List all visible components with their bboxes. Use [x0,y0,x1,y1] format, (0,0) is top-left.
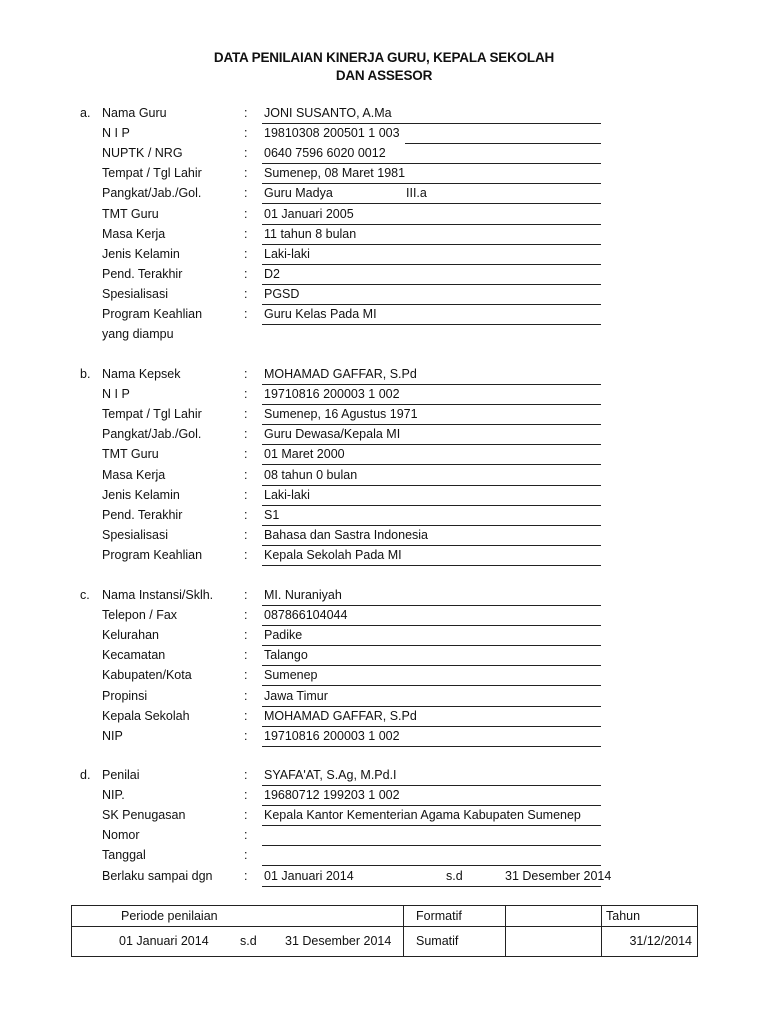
field-value: 19810308 200501 1 003 [264,126,400,141]
form-row-d-2 [0,806,768,826]
form-row-b-7 [0,506,768,526]
field-colon: : [244,768,248,782]
field-value: Talango [264,648,308,663]
field-label: Pangkat/Jab./Gol. [102,186,202,201]
field-value: Guru Kelas Pada MI [264,307,377,321]
field-value: Sumenep [264,668,318,683]
field-colon: : [244,467,248,482]
form-row-b-6 [0,486,768,506]
field-value: Laki-laki [264,487,310,502]
field-colon: : [244,728,248,743]
field-colon: : [244,628,248,643]
field-label: Tanggal [102,848,146,863]
field-value: 01 Januari 2005 [264,206,354,221]
field-label: yang diampu [102,327,174,342]
field-colon: : [244,407,248,422]
period-end: 31 Desember 2014 [285,934,392,948]
form-row-b-0 [0,365,768,385]
form-row-b-5 [0,466,768,486]
field-colon: : [244,266,248,281]
field-label: Berlaku sampai dgn [102,868,213,883]
field-colon: : [244,648,248,663]
period-range-cell [72,927,404,957]
period-sd: s.d [240,934,257,948]
field-colon: : [244,708,248,723]
field-value: Laki-laki [264,246,310,261]
field-colon: : [244,588,248,602]
form-row-a-1 [0,124,768,144]
page-title-line-1: DATA PENILAIAN KINERJA GURU, KEPALA SEKOLAH [213,50,555,65]
field-label: NIP. [102,788,125,803]
field-label: Masa Kerja [102,467,166,482]
form-row-c-6 [0,707,768,727]
section-letter: c. [80,588,90,602]
field-value: D2 [264,266,280,281]
form-row-c-7 [0,727,768,747]
field-value: MOHAMAD GAFFAR, S.Pd [264,708,417,723]
field-extra-value: III.a [406,186,427,201]
field-colon: : [244,166,248,181]
field-value: MOHAMAD GAFFAR, S.Pd [264,367,417,381]
field-underline [262,565,601,566]
form-row-c-3 [0,646,768,666]
field-label: SK Penugasan [102,808,186,823]
field-value: Sumenep, 16 Agustus 1971 [264,407,418,422]
period-start: 01 Januari 2014 [119,934,209,948]
form-row-b-4 [0,445,768,465]
form-row-c-5 [0,687,768,707]
form-row-c-4 [0,666,768,686]
field-colon: : [244,688,248,703]
field-colon: : [244,286,248,301]
field-colon: : [244,848,248,863]
sumatif-cell [404,927,506,957]
form-row-b-3 [0,425,768,445]
form-row-b-9 [0,546,768,566]
form-row-c-0 [0,586,768,606]
sumatif-label: Sumatif [416,934,459,948]
field-label: Tempat / Tgl Lahir [102,407,202,422]
field-colon: : [244,808,248,823]
formatif-label: Formatif [416,909,462,923]
field-value: Kepala Sekolah Pada MI [264,547,402,562]
field-label: Program Keahlian [102,307,203,321]
field-colon: : [244,788,248,803]
field-label: Nama Instansi/Sklh. [102,588,214,602]
form-row-c-1 [0,606,768,626]
field-label: N I P [102,387,130,402]
field-underline [262,886,601,887]
field-colon: : [244,868,248,883]
form-row-b-8 [0,526,768,546]
form-row-a-7 [0,245,768,265]
field-label: Kabupaten/Kota [102,668,192,683]
field-label: Propinsi [102,688,148,703]
period-table [71,905,698,957]
field-value: SYAFA'AT, S.Ag, M.Pd.I [264,768,397,782]
year-date-cell [602,927,698,957]
field-value: 11 tahun 8 bulan [264,226,357,241]
field-value: Sumenep, 08 Maret 1981 [264,166,406,181]
field-label: Telepon / Fax [102,608,178,623]
form-row-d-4 [0,846,768,866]
field-value: 19680712 199203 1 002 [264,788,400,803]
form-row-a-8 [0,265,768,285]
field-label: Spesialisasi [102,527,169,542]
field-label: Spesialisasi [102,286,169,301]
field-value: Jawa Timur [264,688,328,703]
field-value: PGSD [264,286,300,301]
field-label: TMT Guru [102,206,159,221]
field-label: Pangkat/Jab./Gol. [102,427,202,442]
field-colon: : [244,206,248,221]
field-label: Nama Kepsek [102,367,181,381]
field-underline [262,746,601,747]
field-label: Kecamatan [102,648,166,663]
field-label: Masa Kerja [102,226,166,241]
field-colon: : [244,246,248,261]
field-colon: : [244,126,248,141]
field-label: Jenis Kelamin [102,246,180,261]
field-value: 08 tahun 0 bulan [264,467,358,482]
field-label: Tempat / Tgl Lahir [102,166,202,181]
form-row-d-1 [0,786,768,806]
field-label: NIP [102,728,123,743]
field-colon: : [244,367,248,381]
field-colon: : [244,146,248,161]
form-row-b-1 [0,385,768,405]
field-label: TMT Guru [102,447,159,462]
field-colon: : [244,527,248,542]
field-value: Bahasa dan Sastra Indonesia [264,527,429,542]
field-colon: : [244,608,248,623]
validity-sd: s.d [446,868,463,883]
formatif-check-cell [506,906,602,927]
field-colon: : [244,828,248,843]
field-label: Nama Guru [102,106,167,120]
field-label: Kelurahan [102,628,159,643]
field-label: Pend. Terakhir [102,507,183,522]
form-row-d-5 [0,867,768,887]
field-label: Pend. Terakhir [102,266,183,281]
field-value: Padike [264,628,303,643]
field-label: Penilai [102,768,140,782]
field-value: Guru Madya [264,186,333,201]
form-row-a-6 [0,225,768,245]
field-colon: : [244,668,248,683]
field-value: 19710816 200003 1 002 [264,387,400,402]
field-colon: : [244,427,248,442]
form-row-d-3 [0,826,768,846]
field-label: Jenis Kelamin [102,487,180,502]
field-colon: : [244,507,248,522]
field-colon: : [244,487,248,502]
field-label: Program Keahlian [102,547,203,562]
field-colon: : [244,106,248,120]
form-row-c-2 [0,626,768,646]
form-row-a-10 [0,305,768,325]
year-date: 31/12/2014 [629,934,692,948]
formatif-cell [404,906,506,927]
field-value: Kepala Kantor Kementerian Agama Kabupaten Sumenep [264,808,581,823]
form-row-a-5 [0,205,768,225]
period-header-cell [72,906,404,927]
field-value: 087866104044 [264,608,348,623]
section-letter: b. [80,367,91,381]
tahun-label: Tahun [606,909,641,923]
form-row-a-0 [0,104,768,124]
field-label: Kepala Sekolah [102,708,190,723]
section-letter: a. [80,106,91,120]
field-value: MI. Nuraniyah [264,588,342,602]
tahun-cell [602,906,698,927]
field-colon: : [244,447,248,462]
field-colon: : [244,547,248,562]
field-value: 0640 7596 6020 0012 [264,146,386,161]
form-row-a-11 [0,325,768,345]
form-row-a-3 [0,164,768,184]
field-value: Guru Dewasa/Kepala MI [264,427,401,442]
field-colon: : [244,307,248,321]
validity-end: 31 Desember 2014 [505,868,612,883]
form-row-a-2 [0,144,768,164]
field-value: 01 Januari 2014 [264,868,354,883]
field-value: 01 Maret 2000 [264,447,345,462]
section-letter: d. [80,768,91,782]
sumatif-check-cell [506,927,602,957]
field-colon: : [244,186,248,201]
form-row-a-4 [0,184,768,204]
form-row-a-9 [0,285,768,305]
form-row-b-2 [0,405,768,425]
field-label: NUPTK / NRG [102,146,183,161]
field-value: 19710816 200003 1 002 [264,728,400,743]
field-label: Nomor [102,828,140,843]
field-label: N I P [102,126,130,141]
field-value: JONI SUSANTO, A.Ma [264,106,392,120]
period-header-label: Periode penilaian [121,909,218,923]
page-title-line-2: DAN ASSESOR [335,68,433,83]
field-value: S1 [264,507,280,522]
form-row-d-0 [0,766,768,786]
field-colon: : [244,387,248,402]
field-colon: : [244,226,248,241]
